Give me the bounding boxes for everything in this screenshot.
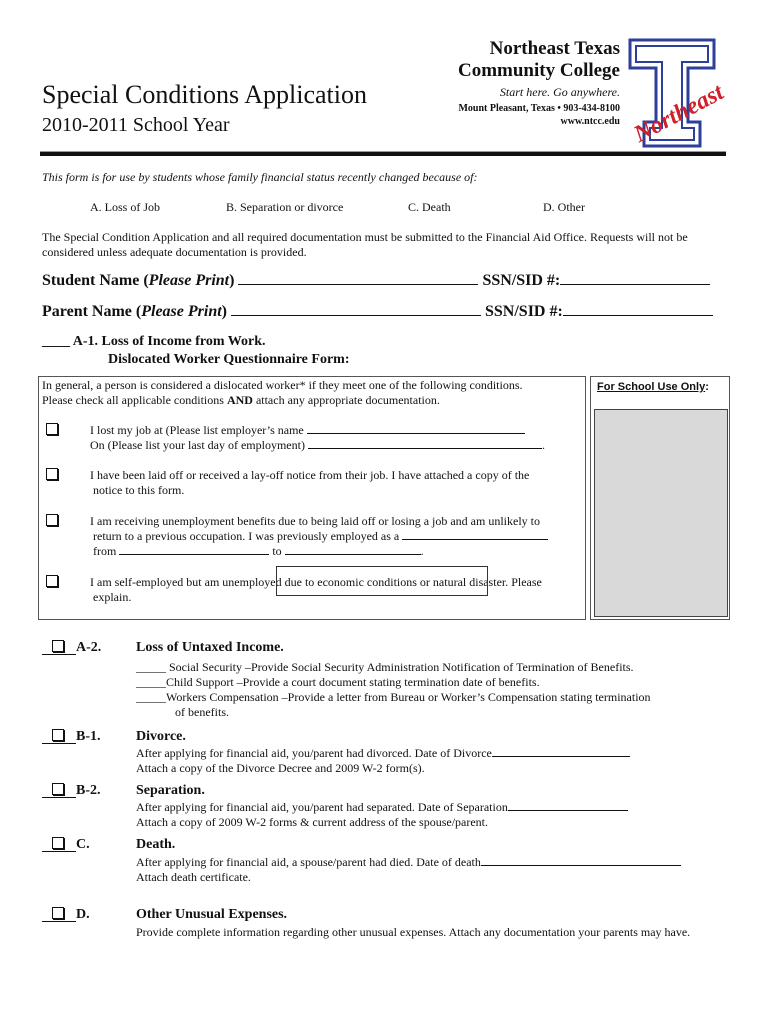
b2-line2: Attach a copy of 2009 W-2 forms & current address of the spouse/parent. xyxy=(136,815,489,829)
a2-code: A-2. xyxy=(76,640,102,655)
b1-code: B-1. xyxy=(76,729,101,744)
parent-ssn-field[interactable] xyxy=(563,315,713,316)
school-use-label: For School Use Only: xyxy=(597,381,709,393)
from-date-field[interactable] xyxy=(119,554,269,555)
reason-d: D. Other xyxy=(543,200,585,214)
laid-off-line1: I have been laid off or received a lay-off notice from their job. I have attached a copy of the xyxy=(90,468,530,482)
self-employed-line1: I am self-employed but am unemployed due to economic conditions or natural disaster. Please xyxy=(90,575,542,589)
a1-heading: ____ A-1. Loss of Income from Work. xyxy=(42,334,266,349)
college-name-line2: Community College xyxy=(457,60,620,81)
a2-line3: _____Workers Compensation –Provide a letter from Bureau or Worker’s Compensation stating termination xyxy=(136,690,651,704)
d-line1: Provide complete information regarding other unusual expenses. Attach any documentation your parents may have. xyxy=(136,925,691,939)
a2-line4: of benefits. xyxy=(175,705,229,719)
a2-checkbox[interactable] xyxy=(52,640,64,652)
death-date-field[interactable] xyxy=(481,865,681,866)
c-code: C. xyxy=(76,837,90,852)
unemployment-line2: return to a previous occupation. I was previously employed as a xyxy=(93,529,548,544)
c-line2: Attach death certificate. xyxy=(136,870,251,884)
a1-intro-line2: Please check all applicable conditions AND attach any appropriate documentation. xyxy=(42,393,440,407)
form-title: Special Conditions Application xyxy=(42,80,367,109)
college-website: www.ntcc.edu xyxy=(560,116,620,127)
d-title: Other Unusual Expenses. xyxy=(136,907,288,922)
last-day-field[interactable] xyxy=(308,448,542,449)
b1-checkbox[interactable] xyxy=(52,729,64,741)
college-name-line1: Northeast Texas xyxy=(489,38,620,59)
c-line1: After applying for financial aid, a spouse/parent had died. Date of death xyxy=(136,855,681,870)
a2-line2: _____Child Support –Provide a court document stating termination date of benefits. xyxy=(136,675,540,689)
b2-checkbox[interactable] xyxy=(52,783,64,795)
college-address: Mount Pleasant, Texas • 903-434-8100 xyxy=(458,103,620,114)
student-name-field[interactable] xyxy=(238,284,478,285)
school-use-box xyxy=(590,376,730,620)
c-title: Death. xyxy=(136,837,176,852)
logo-text: Northeast xyxy=(629,79,728,148)
d-checkbox[interactable] xyxy=(52,907,64,919)
unemployment-line1: I am receiving unemployment benefits due to being laid off or losing a job and am unlikely to xyxy=(90,514,541,528)
a1-intro-line1: In general, a person is considered a dislocated worker* if they meet one of the following conditions. xyxy=(42,378,523,392)
student-ssn-field[interactable] xyxy=(560,284,710,285)
b1-title: Divorce. xyxy=(136,729,186,744)
divorce-date-field[interactable] xyxy=(492,756,630,757)
b1-line1: After applying for financial aid, you/parent had divorced. Date of Divorce xyxy=(136,746,630,761)
self-employed-checkbox[interactable] xyxy=(46,575,58,587)
college-logo xyxy=(626,38,728,150)
a2-title: Loss of Untaxed Income. xyxy=(136,640,284,655)
intro-text: This form is for use by students whose family financial status recently changed because of: xyxy=(42,170,478,184)
d-code: D. xyxy=(76,907,90,922)
reason-b: B. Separation or divorce xyxy=(226,200,344,214)
to-date-field[interactable] xyxy=(285,554,421,555)
b1-line2: Attach a copy of the Divorce Decree and 2009 W-2 form(s). xyxy=(136,761,425,775)
a1-blank[interactable]: ____ xyxy=(42,334,70,349)
highlight-frame xyxy=(276,566,488,596)
instructions: The Special Condition Application and all required documentation must be submitted to the Financial Aid Office. Requests will not be considered unless adequate documentation is provided. xyxy=(42,230,688,259)
student-name-row: Student Name (Please Print) SSN/SID #: xyxy=(42,272,710,290)
laid-off-checkbox[interactable] xyxy=(46,468,58,480)
reason-c: C. Death xyxy=(408,200,451,214)
unemployment-line3: from to . xyxy=(93,544,424,558)
b2-line1: After applying for financial aid, you/parent had separated. Date of Separation xyxy=(136,800,628,815)
lost-job-checkbox[interactable] xyxy=(46,423,58,435)
previous-occupation-field[interactable] xyxy=(402,539,548,540)
b2-code: B-2. xyxy=(76,783,101,798)
header-rule xyxy=(40,151,726,156)
laid-off-line2: notice to this form. xyxy=(93,483,185,497)
lost-job-text: I lost my job at (Please list employer’s name xyxy=(90,423,525,438)
employer-name-field[interactable] xyxy=(307,433,525,434)
college-tagline: Start here. Go anywhere. xyxy=(499,85,620,99)
last-day-text: On (Please list your last day of employment) . xyxy=(90,438,545,452)
school-year: 2010-2011 School Year xyxy=(42,114,230,136)
reason-a: A. Loss of Job xyxy=(90,200,161,214)
a1-subheading: Dislocated Worker Questionnaire Form: xyxy=(108,352,350,367)
separation-date-field[interactable] xyxy=(508,810,628,811)
parent-name-field[interactable] xyxy=(231,315,481,316)
unemployment-checkbox[interactable] xyxy=(46,514,58,526)
a2-line1: _____ Social Security –Provide Social Security Administration Notification of Termination of Benefits. xyxy=(136,660,634,674)
parent-name-row: Parent Name (Please Print) SSN/SID #: xyxy=(42,303,713,321)
self-employed-line2: explain. xyxy=(93,590,132,604)
school-use-area xyxy=(594,409,728,617)
c-checkbox[interactable] xyxy=(52,837,64,849)
b2-title: Separation. xyxy=(136,783,205,798)
